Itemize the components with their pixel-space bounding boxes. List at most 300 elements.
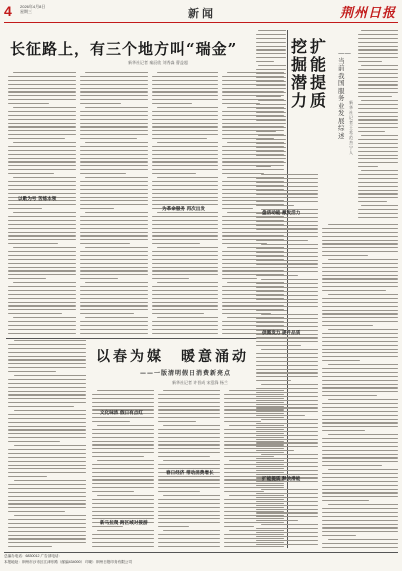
body-text-line (92, 468, 154, 469)
body-text-line (261, 489, 318, 490)
body-text-line (85, 247, 148, 248)
body-text-line (152, 189, 218, 190)
body-text-line (8, 325, 76, 326)
body-text-line (80, 103, 121, 104)
body-text-line (8, 309, 76, 310)
body-text-line (158, 503, 220, 504)
body-text-line (322, 317, 398, 318)
body-text-line (256, 256, 318, 257)
body-text-line (256, 84, 286, 85)
body-text-line (152, 197, 218, 198)
body-text-line (158, 398, 220, 399)
body-text-line (256, 73, 286, 74)
body-text-line (322, 422, 398, 423)
body-text-line (322, 356, 398, 357)
body-text-line (157, 142, 218, 143)
body-text-line (8, 224, 76, 225)
body-text-line (224, 526, 254, 527)
body-text-line (256, 392, 318, 393)
article3-subhead: 盘活动能 激发活力 (262, 211, 301, 216)
body-text-line (261, 314, 318, 315)
body-text-line (152, 313, 204, 314)
body-text-line (256, 458, 318, 459)
body-text-line (322, 337, 398, 338)
body-text-line (8, 426, 86, 427)
body-text-line (92, 398, 154, 399)
body-text-line (92, 456, 144, 457)
body-text-line (80, 76, 148, 77)
body-text-line (92, 421, 130, 422)
body-text-line (322, 446, 398, 447)
body-text-line (322, 457, 398, 458)
article3-col-top-left (256, 30, 286, 170)
body-text-line (158, 394, 220, 395)
body-text-line (14, 340, 86, 341)
body-text-line (8, 356, 86, 357)
body-text-line (152, 274, 218, 275)
body-text-line (358, 112, 398, 113)
body-text-line (358, 143, 398, 144)
body-text-line (256, 38, 286, 39)
body-text-line (80, 200, 148, 201)
body-text-line (8, 398, 86, 399)
body-text-line (8, 305, 76, 306)
body-text-line (328, 224, 398, 225)
body-text-line (322, 403, 398, 404)
body-text-line (80, 263, 148, 264)
footer-line: 总编办电话：6830012 广告部电话： (4, 554, 63, 558)
body-text-line (261, 279, 318, 280)
body-text-line (8, 150, 76, 151)
body-text-line (158, 448, 220, 449)
body-text-line (256, 505, 318, 506)
body-text-line (322, 465, 382, 466)
body-text-line (80, 228, 148, 229)
body-text-line (158, 433, 220, 434)
body-text-line (322, 387, 398, 388)
body-text-line (256, 548, 318, 549)
body-text-line (256, 400, 318, 401)
body-text-line (322, 310, 398, 311)
body-text-line (80, 220, 148, 221)
article3-subhead: ——当前我国服务业发展综述 (338, 49, 351, 140)
body-text-line (322, 391, 398, 392)
body-text-line (8, 270, 76, 271)
body-text-line (158, 441, 220, 442)
body-text-line (80, 95, 148, 96)
body-text-line (152, 88, 218, 89)
body-text-line (256, 544, 318, 545)
body-text-line (358, 81, 398, 82)
body-text-line (8, 274, 76, 275)
body-text-line (92, 499, 154, 500)
body-text-line (322, 345, 398, 346)
body-text-line (80, 270, 148, 271)
body-text-line (152, 185, 218, 186)
body-text-line (322, 485, 398, 486)
body-text-line (92, 542, 154, 543)
body-text-line (322, 489, 398, 490)
body-text-line (8, 185, 76, 186)
body-text-line (14, 410, 86, 411)
body-text-line (322, 255, 368, 256)
body-text-line (328, 504, 398, 505)
body-text-line (261, 384, 318, 385)
body-text-line (256, 520, 298, 521)
body-text-line (92, 479, 154, 480)
body-text-line (13, 317, 76, 318)
body-text-line (322, 232, 398, 233)
body-text-line (256, 143, 286, 144)
body-text-line (8, 406, 74, 407)
body-text-line (80, 298, 148, 299)
body-text-line (163, 530, 220, 531)
body-text-line (256, 112, 286, 113)
body-text-line (258, 135, 286, 136)
body-text-line (8, 500, 86, 501)
body-text-line (152, 321, 218, 322)
body-text-line (97, 495, 154, 496)
body-text-line (14, 480, 86, 481)
body-text-line (80, 80, 148, 81)
body-text-line (358, 158, 398, 159)
body-text-line (256, 450, 294, 451)
body-text-line (322, 368, 398, 369)
body-text-line (158, 464, 220, 465)
body-text-line (8, 302, 76, 303)
body-text-line (322, 535, 356, 536)
body-text-line (158, 499, 220, 500)
body-text-line (256, 147, 286, 148)
body-text-line (157, 212, 218, 213)
body-text-line (358, 162, 398, 163)
body-text-line (8, 263, 76, 264)
body-text-line (322, 286, 398, 287)
body-text-line (256, 139, 286, 140)
body-text-line (328, 434, 398, 435)
body-text-line (322, 240, 398, 241)
body-text-line (8, 461, 86, 462)
body-text-line (256, 462, 318, 463)
body-text-line (256, 104, 286, 105)
body-text-line (256, 151, 286, 152)
body-text-line (8, 239, 76, 240)
body-text-line (256, 186, 318, 187)
body-text-line (80, 267, 148, 268)
body-text-line (80, 88, 148, 89)
body-text-line (14, 375, 86, 376)
body-text-line (80, 305, 148, 306)
body-text-line (13, 212, 76, 213)
body-text-line (158, 518, 220, 519)
body-text-line (358, 77, 398, 78)
body-text-line (322, 450, 398, 451)
body-text-line (8, 492, 86, 493)
body-text-line (8, 134, 76, 135)
body-text-line (8, 193, 76, 194)
body-text-line (80, 251, 148, 252)
body-text-line (8, 363, 86, 364)
body-text-line (256, 299, 318, 300)
body-text-line (258, 100, 286, 101)
body-text-line (322, 236, 398, 237)
body-text-line (152, 134, 218, 135)
body-text-line (158, 413, 220, 414)
body-text-line (256, 509, 318, 510)
body-text-line (80, 329, 148, 330)
body-text-line (158, 468, 220, 469)
body-text-line (8, 119, 76, 120)
body-text-line (8, 468, 86, 469)
body-text-line (158, 402, 220, 403)
body-text-line (322, 341, 398, 342)
body-text-line (322, 395, 377, 396)
body-text-line (322, 543, 398, 544)
body-text-line (256, 388, 318, 389)
body-text-line (92, 429, 154, 430)
body-text-line (322, 360, 360, 361)
body-text-line (256, 532, 318, 533)
body-text-line (358, 119, 398, 120)
body-text-line (85, 142, 148, 143)
body-text-line (322, 282, 398, 283)
body-text-line (322, 496, 398, 497)
body-text-line (256, 372, 318, 373)
body-text-line (256, 271, 318, 272)
body-text-line (158, 429, 220, 430)
body-text-line (256, 404, 318, 405)
body-text-line (80, 309, 148, 310)
body-text-line (8, 531, 86, 532)
body-text-line (152, 130, 218, 131)
body-text-line (8, 115, 76, 116)
body-text-line (80, 119, 148, 120)
body-text-line (152, 123, 218, 124)
body-text-line (8, 251, 76, 252)
body-text-line (322, 473, 398, 474)
article2-headline: 以春为媒 暖意涌动 (96, 349, 249, 365)
body-text-line (322, 524, 398, 525)
body-text-line (322, 271, 398, 272)
body-text-line (256, 155, 286, 156)
body-text-line (256, 221, 318, 222)
body-text-line (8, 123, 76, 124)
body-text-line (322, 372, 398, 373)
body-text-line (8, 387, 86, 388)
body-text-line (85, 317, 148, 318)
body-text-line (256, 225, 318, 226)
body-text-line (8, 95, 76, 96)
body-text-line (8, 130, 76, 131)
divider (6, 338, 286, 339)
body-text-line (8, 535, 86, 536)
body-text-line (92, 472, 154, 473)
body-text-line (261, 524, 318, 525)
body-text-line (322, 411, 398, 412)
body-text-line (322, 430, 365, 431)
body-text-line (85, 107, 148, 108)
body-text-line (80, 259, 148, 260)
body-text-line (256, 466, 318, 467)
body-text-line (158, 487, 220, 488)
body-text-line (152, 200, 218, 201)
body-text-line (8, 329, 76, 330)
body-text-line (13, 142, 76, 143)
body-text-line (152, 220, 218, 221)
body-text-line (358, 217, 398, 218)
body-text-line (8, 437, 86, 438)
body-text-line (322, 500, 369, 501)
body-text-line (152, 99, 218, 100)
body-text-line (256, 295, 318, 296)
article2-col2 (158, 390, 220, 548)
body-text-line (8, 158, 76, 159)
body-text-line (163, 390, 220, 391)
body-text-line (8, 84, 76, 85)
body-text-line (358, 155, 398, 156)
date-line: 2026年4月8日 (20, 4, 46, 9)
body-text-line (361, 30, 398, 31)
body-text-line (80, 286, 148, 287)
body-text-line (8, 228, 76, 229)
body-text-line (8, 422, 86, 423)
body-text-line (8, 243, 58, 244)
body-text-line (256, 217, 318, 218)
body-text-line (8, 169, 76, 170)
body-text-line (328, 364, 398, 365)
body-text-line (256, 42, 286, 43)
body-text-line (8, 103, 49, 104)
body-text-line (152, 298, 218, 299)
body-text-line (158, 546, 220, 547)
body-text-line (152, 76, 218, 77)
body-text-line (256, 92, 286, 93)
body-text-line (8, 476, 47, 477)
body-text-line (152, 181, 218, 182)
body-text-line (8, 507, 86, 508)
body-text-line (157, 247, 218, 248)
body-text-line (163, 460, 220, 461)
body-text-line (80, 123, 148, 124)
body-text-line (80, 204, 148, 205)
body-text-line (80, 243, 130, 244)
body-text-line (322, 527, 398, 528)
body-text-line (322, 313, 398, 314)
article1-col3 (152, 72, 218, 334)
body-text-line (256, 119, 286, 120)
body-text-line (322, 228, 398, 229)
body-text-line (13, 282, 76, 283)
body-text-line (8, 433, 86, 434)
article3-col2 (322, 224, 398, 548)
body-text-line (256, 162, 286, 163)
body-text-line (322, 275, 398, 276)
body-text-line (256, 322, 318, 323)
body-text-line (358, 92, 398, 93)
body-text-line (80, 294, 148, 295)
body-text-line (13, 72, 76, 73)
body-text-line (8, 321, 76, 322)
body-text-line (80, 161, 148, 162)
body-text-line (80, 333, 148, 334)
body-text-line (158, 534, 220, 535)
body-text-line (152, 235, 218, 236)
body-text-line (152, 91, 218, 92)
body-text-line (256, 287, 318, 288)
body-text-line (322, 298, 398, 299)
body-text-line (92, 534, 154, 535)
body-text-line (80, 239, 148, 240)
body-text-line (256, 380, 291, 381)
body-text-line (256, 53, 286, 54)
body-text-line (358, 69, 398, 70)
body-text-line (80, 232, 148, 233)
body-text-line (80, 169, 148, 170)
page-number: 4 (4, 3, 12, 19)
body-text-line (80, 290, 148, 291)
body-text-line (358, 166, 378, 167)
body-text-line (152, 243, 200, 244)
body-text-line (152, 259, 218, 260)
body-text-line (361, 135, 398, 136)
body-text-line (358, 190, 398, 191)
body-text-line (85, 212, 148, 213)
body-text-line (80, 185, 148, 186)
body-text-line (322, 243, 398, 244)
body-text-line (92, 483, 154, 484)
body-text-line (8, 503, 86, 504)
body-text-line (8, 286, 76, 287)
body-text-line (157, 282, 218, 283)
body-text-line (80, 208, 114, 209)
article2-subhead: 春日经济 带动消费增长 (166, 471, 214, 476)
body-text-line (256, 306, 318, 307)
body-text-line (8, 88, 76, 89)
body-text-line (80, 154, 148, 155)
body-text-line (322, 376, 398, 377)
body-text-line (92, 503, 154, 504)
body-text-line (322, 290, 386, 291)
body-text-line (152, 333, 218, 334)
body-text-line (256, 108, 286, 109)
body-text-line (256, 127, 286, 128)
body-text-line (152, 232, 218, 233)
body-text-line (158, 511, 220, 512)
body-text-line (8, 154, 76, 155)
body-text-line (256, 427, 318, 428)
body-text-line (92, 491, 134, 492)
body-text-line (80, 134, 148, 135)
body-text-line (358, 201, 387, 202)
body-text-line (8, 527, 86, 528)
body-text-line (256, 116, 286, 117)
section-title: 新闻 (188, 7, 216, 20)
body-text-line (92, 452, 154, 453)
body-text-line (8, 519, 86, 520)
page-header (4, 2, 398, 23)
body-text-line (80, 216, 148, 217)
article1-byline: 新华社记者 秦辰欣 刘秀淼 曹益超 (128, 60, 188, 65)
body-text-line (322, 325, 373, 326)
body-text-line (322, 531, 398, 532)
body-text-line (152, 193, 218, 194)
body-text-line (8, 496, 86, 497)
body-text-line (222, 103, 260, 104)
article3-subhead: 扩能提质 释放潜能 (262, 477, 301, 482)
body-text-line (328, 399, 398, 400)
body-text-line (80, 84, 148, 85)
body-text-line (358, 96, 392, 97)
